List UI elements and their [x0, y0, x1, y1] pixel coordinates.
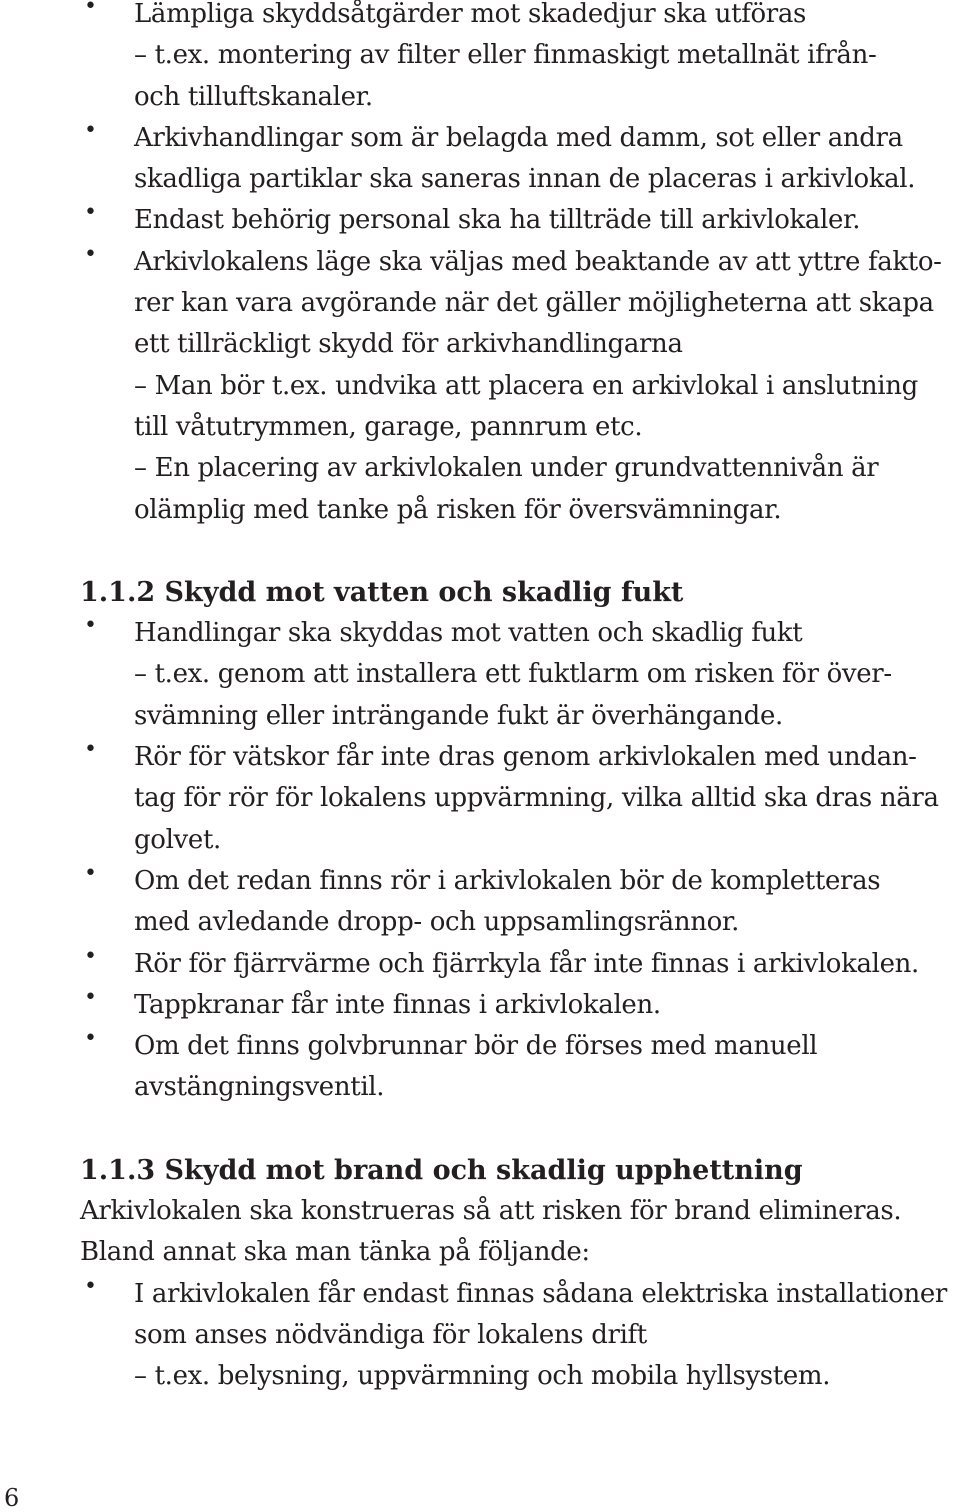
bullet-icon: •: [84, 737, 97, 763]
list-item: [80, 1026, 956, 1109]
section-spacer: [80, 531, 956, 572]
section-intro: [80, 1191, 956, 1274]
text-line: Arkivlokalen ska konstrueras så att risken för brand elimineras.: [80, 1196, 902, 1227]
text-line: Rör för fjärrvärme och fjärrkyla får inte finnas i arkivlokalen.: [134, 948, 919, 979]
text-line: – En placering av arkivlokalen under grundvattennivån är: [134, 453, 879, 484]
bullet-icon: •: [84, 0, 97, 19]
bullet-icon: •: [84, 943, 97, 969]
bullet-icon: •: [84, 1273, 97, 1299]
text-line: – t.ex. montering av filter eller finmaskigt metallnät ifrån-: [134, 40, 877, 71]
text-line: Handlingar ska skyddas mot vatten och skadlig fukt: [134, 618, 803, 649]
text-line: Lämpliga skyddsåtgärder mot skadedjur ska utföras: [134, 0, 807, 29]
text-line: Bland annat ska man tänka på följande:: [80, 1237, 590, 1268]
text-line: I arkivlokalen får endast finnas sådana elektriska installationer: [134, 1278, 947, 1309]
text-line: ett tillräckligt skydd för arkivhandlingarna: [134, 329, 683, 360]
text-line: rer kan vara avgörande när det gäller möjligheterna att skapa: [134, 288, 934, 319]
section-heading: 1.1.3 Skydd mot brand och skadlig upphettning: [80, 1154, 803, 1186]
text-line: – t.ex. belysning, uppvärmning och mobila hyllsystem.: [134, 1361, 831, 1392]
bullet-icon: •: [84, 241, 97, 267]
bullet-icon: •: [84, 200, 97, 226]
list-item: [80, 944, 956, 985]
text-line: och tilluftskanaler.: [134, 81, 373, 112]
section-heading: 1.1.2 Skydd mot vatten och skadlig fukt: [80, 576, 684, 608]
text-line: svämning eller inträngande fukt är överhängande.: [134, 700, 783, 731]
text-line: till våtutrymmen, garage, pannrum etc.: [134, 411, 643, 442]
list-item: [80, 118, 956, 201]
text-line: avstängningsventil.: [134, 1072, 385, 1103]
bullet-icon: •: [84, 613, 97, 639]
text-line: som anses nödvändiga för lokalens drift: [134, 1319, 647, 1350]
text-line: olämplig med tanke på risken för översvämningar.: [134, 494, 782, 525]
text-line: golvet.: [134, 824, 221, 855]
section-spacer: [80, 1109, 956, 1150]
text-line: Om det redan finns rör i arkivlokalen bör de kompletteras: [134, 865, 881, 896]
text-line: Arkivhandlingar som är belagda med damm, sot eller andra: [134, 122, 903, 153]
text-line: Arkivlokalens läge ska väljas med beaktande av att yttre fakto-: [134, 246, 942, 277]
text-line: med avledande dropp- och uppsamlingsrännor.: [134, 907, 740, 938]
text-line: – Man bör t.ex. undvika att placera en arkivlokal i anslutning: [134, 370, 918, 401]
list-item: [80, 613, 956, 737]
text-line: Rör för vätskor får inte dras genom arkivlokalen med undan-: [134, 742, 917, 773]
document-page: [80, 0, 956, 1398]
text-line: skadliga partiklar ska saneras innan de placeras i arkivlokal.: [134, 164, 916, 195]
text-line: – t.ex. genom att installera ett fuktlarm om risken för över-: [134, 659, 892, 690]
list-item: [80, 985, 956, 1026]
list-item: [80, 0, 956, 118]
list-item: [80, 1274, 956, 1398]
text-line: Om det finns golvbrunnar bör de förses med manuell: [134, 1031, 818, 1062]
list-item: [80, 737, 956, 861]
text-line: Endast behörig personal ska ha tillträde till arkivlokaler.: [134, 205, 861, 236]
text-line: tag för rör för lokalens uppvärmning, vilka alltid ska dras nära: [134, 783, 939, 814]
bullet-icon: •: [84, 984, 97, 1010]
bullet-list: [80, 613, 956, 1109]
text-line: Tappkranar får inte finnas i arkivlokalen.: [134, 989, 661, 1020]
list-item: [80, 242, 956, 531]
bullet-icon: •: [84, 117, 97, 143]
page-number: 6: [4, 1484, 20, 1512]
list-item: [80, 861, 956, 944]
bullet-list: [80, 1274, 956, 1398]
list-item: [80, 200, 956, 241]
bullet-icon: •: [84, 1026, 97, 1052]
bullet-list: [80, 0, 956, 531]
bullet-icon: •: [84, 860, 97, 886]
